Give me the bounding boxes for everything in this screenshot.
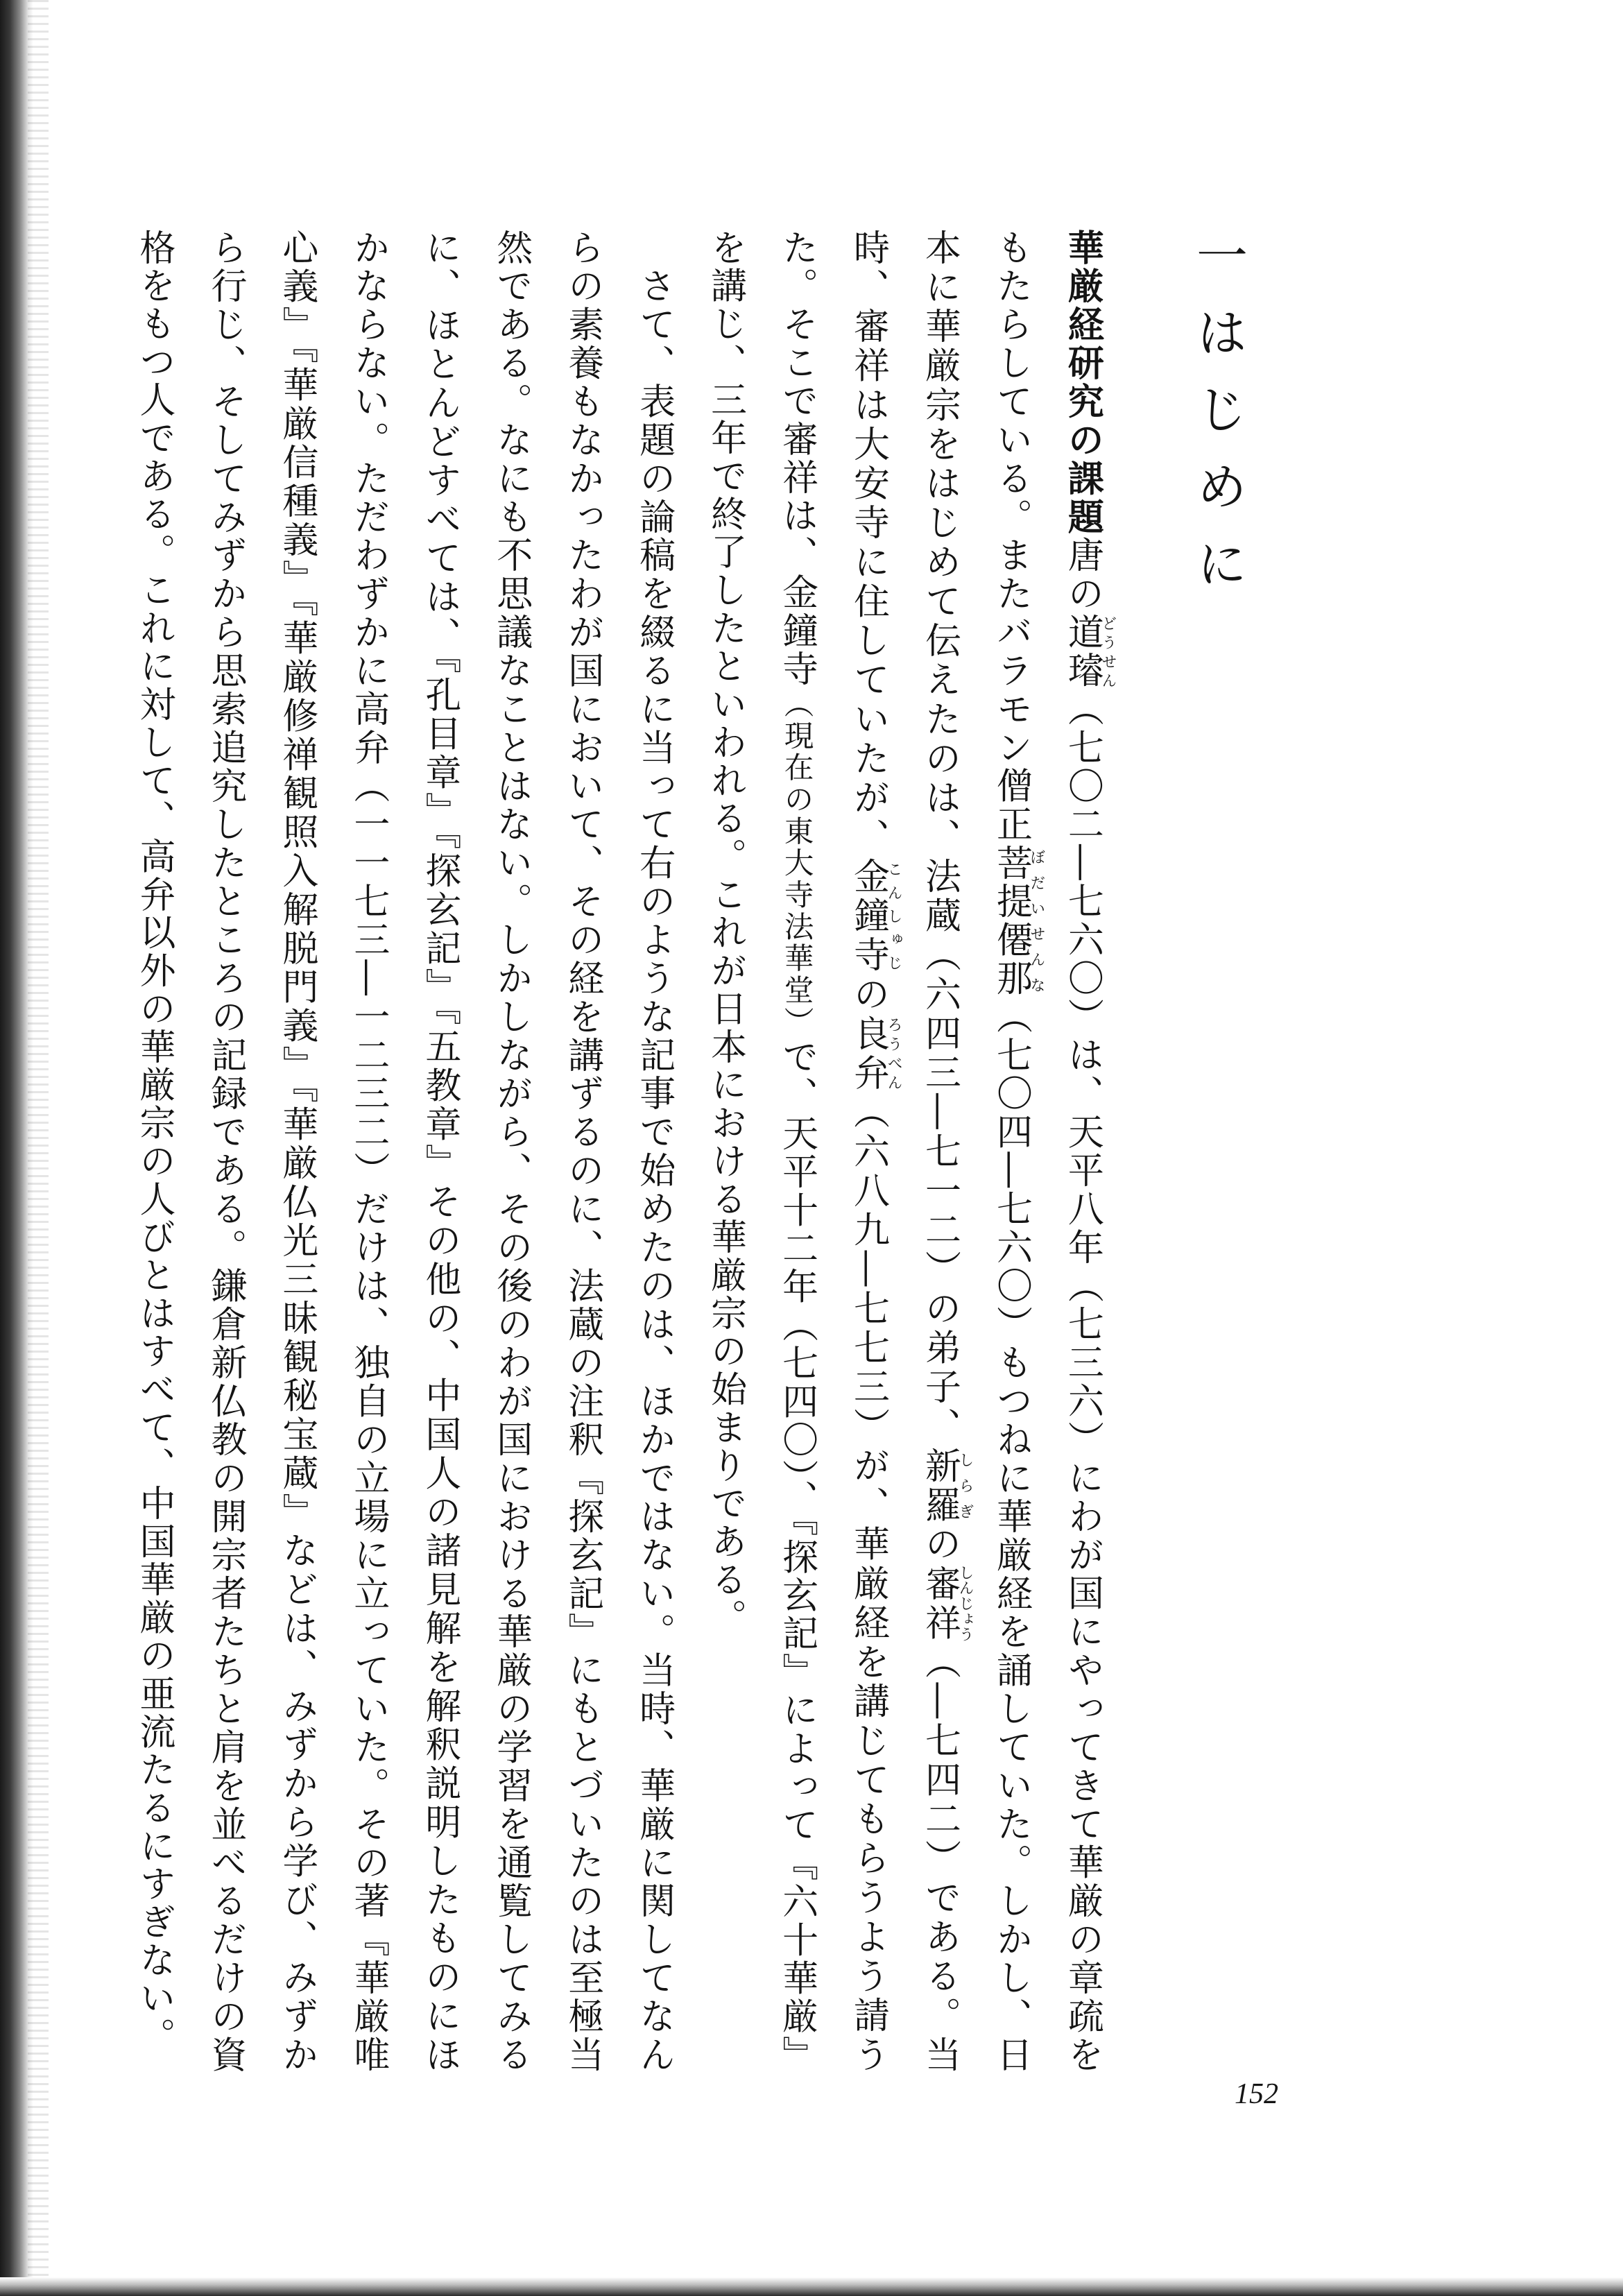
text-run: の <box>847 975 889 1015</box>
text-run: （―七四二）である。当時、審祥は大安寺に住していたが、 <box>847 229 961 2074</box>
ruby-term: 新羅しらぎ <box>918 1446 974 1525</box>
paragraph-2-text: さて、表題の論稿を綴るに当って右のような記事で始めたのは、ほかではない。当時、華厳に関してなんらの素養もなかったわが国において、その経を講ずるのに、法蔵の注釈『探玄記』にもとづいたのは至極当然である。なにも不思議なことはない。しかしながら、その後のわが国における華厳の学習を通覧してみるに、ほとんどすべては、『孔目章』『探玄記』『五教章』その他の、中国人の諸見解を解釈説明したものにほかならない。ただわずかに高弁（一一七三―一二三二）だけは、独自の立場に立っていた。その著『華厳唯心義』『華厳信種義』『華厳修禅観照入解脱門義』『華厳仏光三昧観秘宝蔵』などは、みずから学び、みずから行じ、そしてみずから思索追究したところの記録である。鎌倉新仏教の開宗者たちと肩を並べるだけの資格をもつ人である。これに対して、高弁以外の華厳宗の人びとはすべて、中国華厳の亜流たるにすぎない。 <box>133 229 675 2074</box>
section-title: はじめに <box>1188 306 1248 614</box>
text-run: （六八九―七七三）が、華厳経を講じてもらうよう請うた。そこで審祥は、金鐘寺 <box>775 229 889 2074</box>
section-heading <box>1117 229 1318 2074</box>
ruby-reading: ろうべん <box>885 1014 903 1093</box>
ruby-term: 菩提僊那ぼだいせんな <box>990 843 1045 998</box>
ruby-term: 金鐘寺こんしゅじ <box>847 857 903 976</box>
paragraph-1 <box>689 229 1118 2074</box>
text-run: （七〇四―七六〇）もつねに華厳経を誦していた。しかし、日本に華厳宗をはじめて伝えたのは、法蔵（六四三―七一二）の弟子、 <box>918 229 1032 2074</box>
section-number: 一 <box>1188 229 1248 306</box>
run-in-heading: 華厳経研究の課題 <box>1061 229 1104 537</box>
ruby-reading: ぼだいせんな <box>1027 843 1045 997</box>
text-run: で、天平十二年（七四〇）、『探玄記』によって『六十華厳』を講じ、三年で終了したといわれる。これが日本における華厳宗の始まりである。 <box>704 229 818 2074</box>
ruby-term: 良弁ろうべん <box>847 1014 903 1093</box>
binding-speckle <box>28 0 49 2296</box>
ruby-reading: しんじょう <box>956 1564 974 1642</box>
inline-note: （現在の東大寺法華堂） <box>779 688 814 1038</box>
vertical-text-body <box>133 229 1318 2074</box>
ruby-term: 道璿どうせん <box>1061 613 1117 691</box>
text-run: （七〇二―七六〇）は、天平八年（七三六）にわが国にやってきて華厳の章疏をもたらしている。またバラモン僧正 <box>990 229 1104 2074</box>
ruby-reading: しらぎ <box>956 1446 974 1525</box>
ruby-reading: どうせん <box>1099 613 1117 690</box>
paragraph-2 <box>118 229 689 2074</box>
text-run: 唐の <box>1061 536 1104 614</box>
text-run: の <box>918 1525 961 1565</box>
page-number: 152 <box>1235 2078 1278 2110</box>
ruby-term: 審祥しんじょう <box>918 1564 974 1643</box>
page-bottom-edge <box>0 2277 1623 2296</box>
ruby-reading: こんしゅじ <box>885 857 903 975</box>
